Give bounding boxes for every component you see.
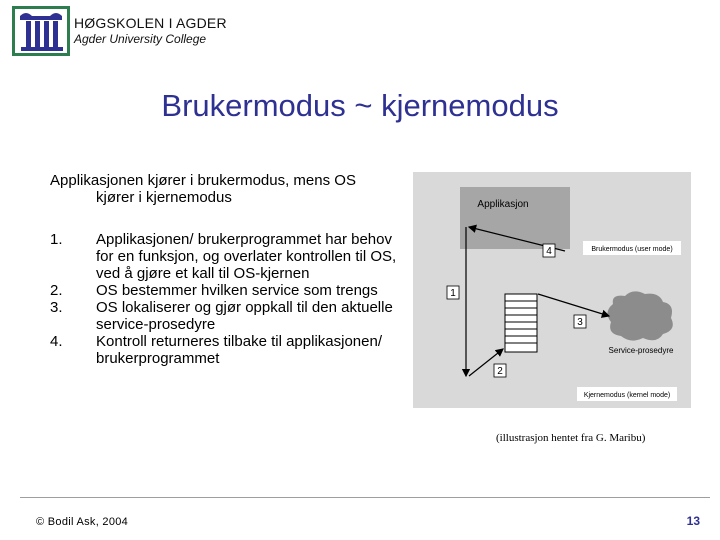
step-number: 3.	[50, 299, 63, 316]
marker-3	[574, 315, 586, 328]
application-label: Applikasjon	[477, 199, 529, 210]
svg-text:4: 4	[546, 246, 552, 257]
list-item	[50, 282, 410, 299]
marker-2	[494, 364, 506, 377]
college-logo	[12, 6, 70, 56]
school-subtitle: Agder University College	[74, 32, 207, 46]
list-item	[50, 299, 410, 333]
mode-diagram	[413, 172, 691, 408]
step-text: OS lokaliserer og gjør oppkall til den aktuelle service-prosedyre	[96, 299, 393, 333]
steps-list	[50, 231, 410, 367]
step-text: Kontroll returneres tilbake til applikasjonen/ brukerprogrammet	[96, 333, 382, 367]
page-number: 13	[686, 514, 700, 528]
kernel-mode-label: Kjernemodus (kernel mode)	[583, 392, 671, 399]
intro-line-1: Applikasjonen kjører i brukermodus, mens OS	[50, 172, 356, 189]
svg-text:3: 3	[577, 317, 583, 328]
service-procedure-label: Service-prosedyre	[608, 346, 674, 355]
step-number: 2.	[50, 282, 63, 299]
application-box	[460, 187, 570, 249]
school-name: HØGSKOLEN I AGDER	[74, 15, 227, 31]
slide-title: Brukermodus ~ kjernemodus	[161, 88, 559, 123]
marker-1	[447, 286, 459, 299]
svg-text:2: 2	[497, 366, 503, 377]
intro-text	[50, 172, 410, 206]
list-item	[50, 231, 410, 282]
footer-divider	[20, 497, 710, 498]
illustration-credit: (illustrasjon hentet fra G. Maribu)	[496, 432, 646, 444]
copyright-text: © Bodil Ask, 2004	[36, 516, 129, 528]
intro-line-2: kjører i kjernemodus	[96, 189, 232, 206]
call-table	[505, 294, 537, 352]
step-number: 1.	[50, 231, 63, 248]
step-text: OS bestemmer hvilken service som trengs	[96, 282, 378, 299]
step-number: 4.	[50, 333, 63, 350]
list-item	[50, 333, 410, 367]
marker-4	[543, 244, 555, 257]
step-text: Applikasjonen/ brukerprogrammet har behov for en funksjon, og overlater kontrollen til OS, ved å gjøre et kall til OS-kjernen	[96, 231, 397, 282]
user-mode-label: Brukermodus (user mode)	[591, 246, 673, 253]
svg-text:1: 1	[450, 288, 456, 299]
